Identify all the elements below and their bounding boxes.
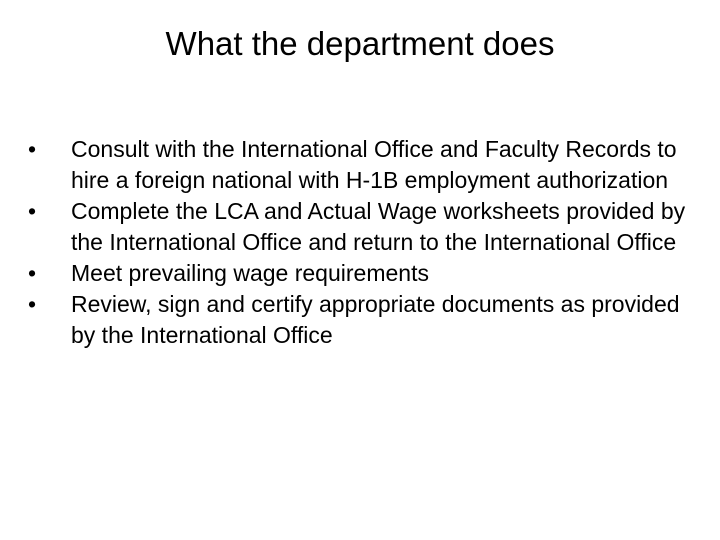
bullet-item <box>28 196 698 258</box>
bullet-text: Complete the LCA and Actual Wage worksheets provided by the International Office and return to the International Office <box>71 198 686 255</box>
bullet-icon: • <box>28 136 37 162</box>
bullet-item <box>28 258 698 289</box>
bullet-text: Review, sign and certify appropriate documents as provided by the International Office <box>71 291 680 348</box>
bullet-icon: • <box>28 198 37 224</box>
bullet-item <box>28 289 698 351</box>
slide-title: What the department does <box>165 25 555 62</box>
bullet-text: Meet prevailing wage requirements <box>71 260 429 286</box>
bullet-text: Consult with the International Office and Faculty Records to hire a foreign national with H-1B employment authorization <box>71 136 677 193</box>
bullet-list <box>28 134 698 351</box>
bullet-icon: • <box>28 260 37 286</box>
bullet-icon: • <box>28 291 37 317</box>
bullet-item <box>28 134 698 196</box>
